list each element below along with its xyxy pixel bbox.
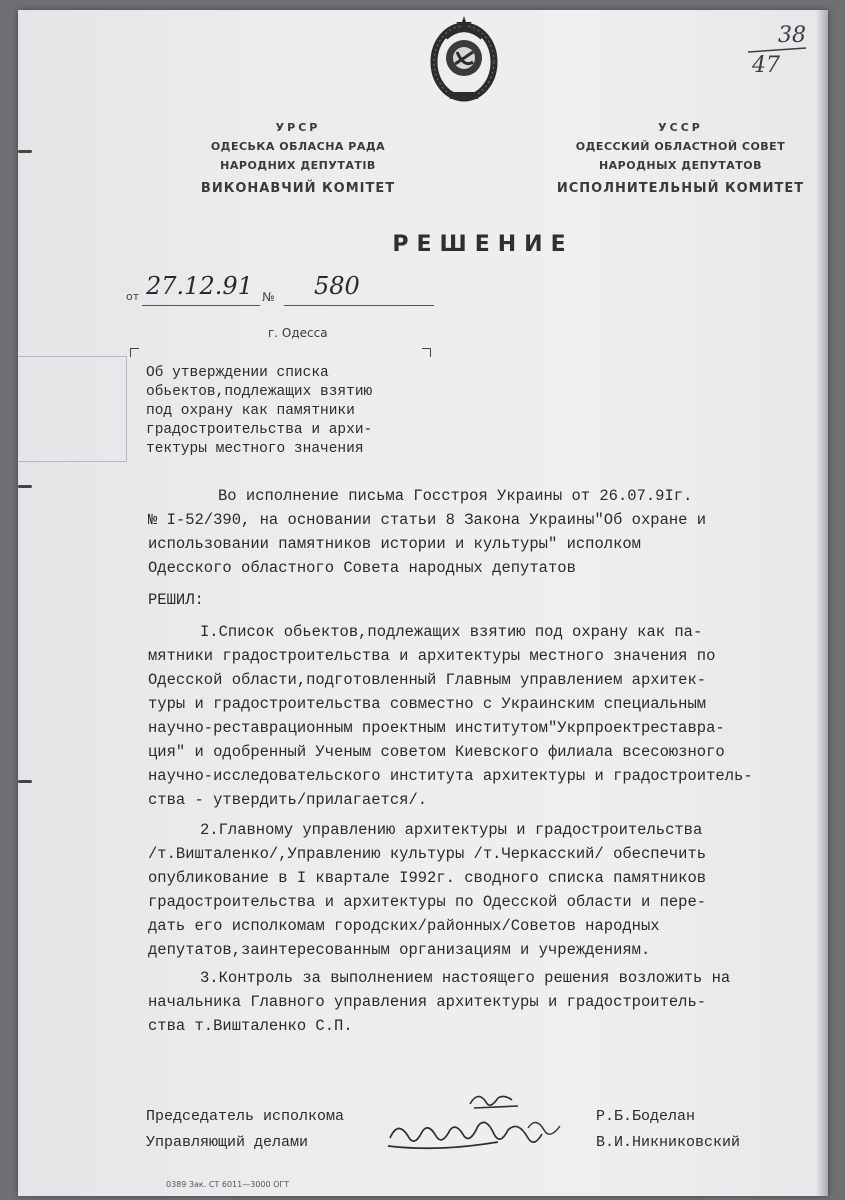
subject-bracket-left (130, 348, 139, 357)
item2-line: депутатов,заинтересованным организациям и учреждениям. (148, 941, 651, 959)
city-line: г. Одесса (268, 326, 328, 340)
signatory-row (146, 1130, 796, 1156)
punch-mark (18, 150, 32, 153)
item1-line: научно-реставрационным проектным институтом"Укрпроектреставра- (148, 719, 725, 737)
signatory-role: Председатель исполкома (146, 1108, 345, 1125)
number-underline (284, 305, 434, 306)
print-footer: 0389 Зак. СТ 6011—3000 ОГТ (166, 1180, 290, 1189)
subject-block (146, 364, 446, 459)
header-left-council-2: НАРОДНИХ ДЕПУТАТІВ (220, 159, 376, 172)
item2-line: градостроительства и архитектуры по Одесской области и пере- (148, 893, 707, 911)
svg-text:47: 47 (752, 53, 780, 78)
signatories (146, 1104, 796, 1156)
date-underline (142, 305, 260, 306)
svg-text:38: 38 (778, 23, 806, 48)
preamble-line: использовании памятников истории и культуры" исполком (148, 535, 641, 553)
subject-line: Об утверждении списка (146, 365, 329, 381)
item1-line: ция" и одобренный Ученым советом Киевского филиала всесоюзного (148, 743, 725, 761)
adjacent-page-shadow (18, 356, 127, 462)
item1-line: I.Список обьектов,подлежащих взятию под охрану как па- (200, 623, 703, 641)
state-emblem-icon (424, 12, 504, 104)
punch-mark (18, 485, 32, 488)
header-left-committee: ВИКОНАВЧИЙ КОМІТЕТ (200, 181, 396, 196)
preamble-line: № I-52/390, на основании статьи 8 Закона Украины"Об охране и (148, 511, 707, 529)
item1-line: ства - утвердить/прилагается/. (148, 791, 428, 809)
signatory-name: Р.Б.Боделан (596, 1108, 696, 1125)
date-value: 27.12.91 (146, 272, 253, 300)
item3-line: 3.Контроль за выполнением настоящего решения возложить на (200, 969, 731, 987)
signatory-name: В.И.Никниковский (596, 1134, 741, 1151)
date-prefix: от (126, 290, 140, 303)
item2-line: опубликование в I квартале I992г. сводного списка памятников (148, 869, 707, 887)
page-edge-shadow (816, 10, 828, 1196)
item2-line: /т.Вишталенко/,Управлению культуры /т.Черкасский/ обеспечить (148, 845, 707, 863)
header-right-council-2: НАРОДНЫХ ДЕПУТАТОВ (598, 159, 763, 172)
subject-line: под охрану как памятники (146, 403, 355, 419)
punch-mark (18, 780, 32, 783)
subject-line: тектуры местного значения (146, 441, 364, 457)
item1-line: научно-исследовательского института архитектуры и градостроитель- (148, 767, 753, 785)
item1-line: туры и градостроительства совместно с Украинским специальным (148, 695, 707, 713)
item1-line: мятники градостроительства и архитектуры местного значения по (148, 647, 716, 665)
header-right-committee: ИСПОЛНИТЕЛЬНЫЙ КОМИТЕТ (556, 181, 805, 196)
preamble-line: Одесского областного Совета народных депутатов (148, 559, 576, 577)
subject-bracket-right (422, 348, 431, 357)
decided-label: РЕШИЛ: (148, 591, 204, 609)
header-left-council: ОДЕСЬКА ОБЛАСНА РАДА (210, 140, 386, 153)
number-prefix: № (262, 290, 275, 304)
item2-line: 2.Главному управлению архитектуры и градостроительства (200, 821, 703, 839)
header-left (163, 118, 433, 196)
subject-line: обьектов,подлежащих взятию (146, 384, 373, 400)
document-page (18, 10, 828, 1196)
header-right-council: ОДЕССКИЙ ОБЛАСТНОЙ СОВЕТ (575, 140, 786, 153)
item1-line: Одесской области,подготовленный Главным управлением архитек- (148, 671, 707, 689)
document-body (148, 484, 808, 1038)
subject-line: градостроительства и архи- (146, 422, 373, 438)
header-right (528, 118, 833, 196)
item2-line: дать его исполкомам городских/районных/Советов народных (148, 917, 660, 935)
preamble-line: Во исполнение письма Госстроя Украины от 26.07.9Iг. (218, 487, 693, 505)
header-right-republic: УССР (658, 121, 703, 134)
number-value: 580 (314, 272, 360, 300)
signatory-row (146, 1104, 796, 1130)
page-number-mark (744, 20, 814, 80)
document-title: РЕШЕНИЕ (392, 232, 574, 257)
header-left-republic: УРСР (275, 121, 321, 134)
item3-line: начальника Главного управления архитектуры и градостроитель- (148, 993, 707, 1011)
item3-line: ства т.Вишталенко С.П. (148, 1017, 353, 1035)
signatory-role: Управляющий делами (146, 1134, 309, 1151)
